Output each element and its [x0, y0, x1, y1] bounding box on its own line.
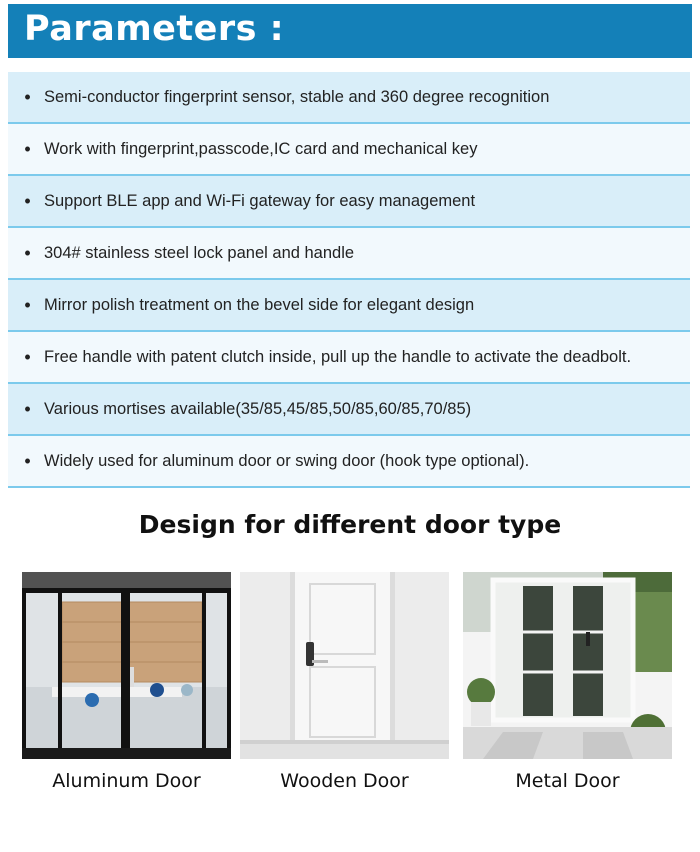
parameter-text: Mirror polish treatment on the bevel side for elegant design [44, 295, 475, 314]
parameter-text: Semi-conductor fingerprint sensor, stable and 360 degree recognition [44, 87, 550, 106]
list-item [8, 332, 690, 384]
bullet-icon: • [24, 398, 31, 419]
parameters-list [8, 72, 690, 488]
wooden-door-photo [240, 572, 449, 759]
list-item [8, 176, 690, 228]
bullet-icon: • [24, 294, 31, 315]
list-item [8, 280, 690, 332]
aluminum-door-photo [22, 572, 231, 759]
list-item [8, 228, 690, 280]
parameters-header [8, 4, 692, 58]
bullet-icon: • [24, 86, 31, 107]
parameter-text: Work with fingerprint,passcode,IC card and mechanical key [44, 139, 478, 158]
bullet-icon: • [24, 346, 31, 367]
list-item [8, 72, 690, 124]
list-item [8, 124, 690, 176]
door-label-metal: Metal Door [515, 770, 620, 792]
bullet-icon: • [24, 190, 31, 211]
bullet-icon: • [24, 138, 31, 159]
bullet-icon: • [24, 242, 31, 263]
section-title: Design for different door type [138, 510, 562, 539]
parameter-text: Free handle with patent clutch inside, pull up the handle to activate the deadbolt. [44, 347, 632, 366]
door-label-wooden: Wooden Door [280, 770, 409, 792]
bullet-icon: • [24, 450, 31, 471]
parameter-text: Widely used for aluminum door or swing door (hook type optional). [44, 451, 530, 470]
parameter-text: Support BLE app and Wi-Fi gateway for easy management [44, 191, 476, 210]
header-title: Parameters : [24, 9, 285, 49]
list-item [8, 384, 690, 436]
parameter-text: Various mortises available(35/85,45/85,50/85,60/85,70/85) [44, 399, 472, 418]
list-item [8, 436, 690, 488]
door-label-aluminum: Aluminum Door [52, 770, 201, 792]
parameter-text: 304# stainless steel lock panel and handle [44, 243, 355, 262]
metal-door-photo [463, 572, 672, 759]
